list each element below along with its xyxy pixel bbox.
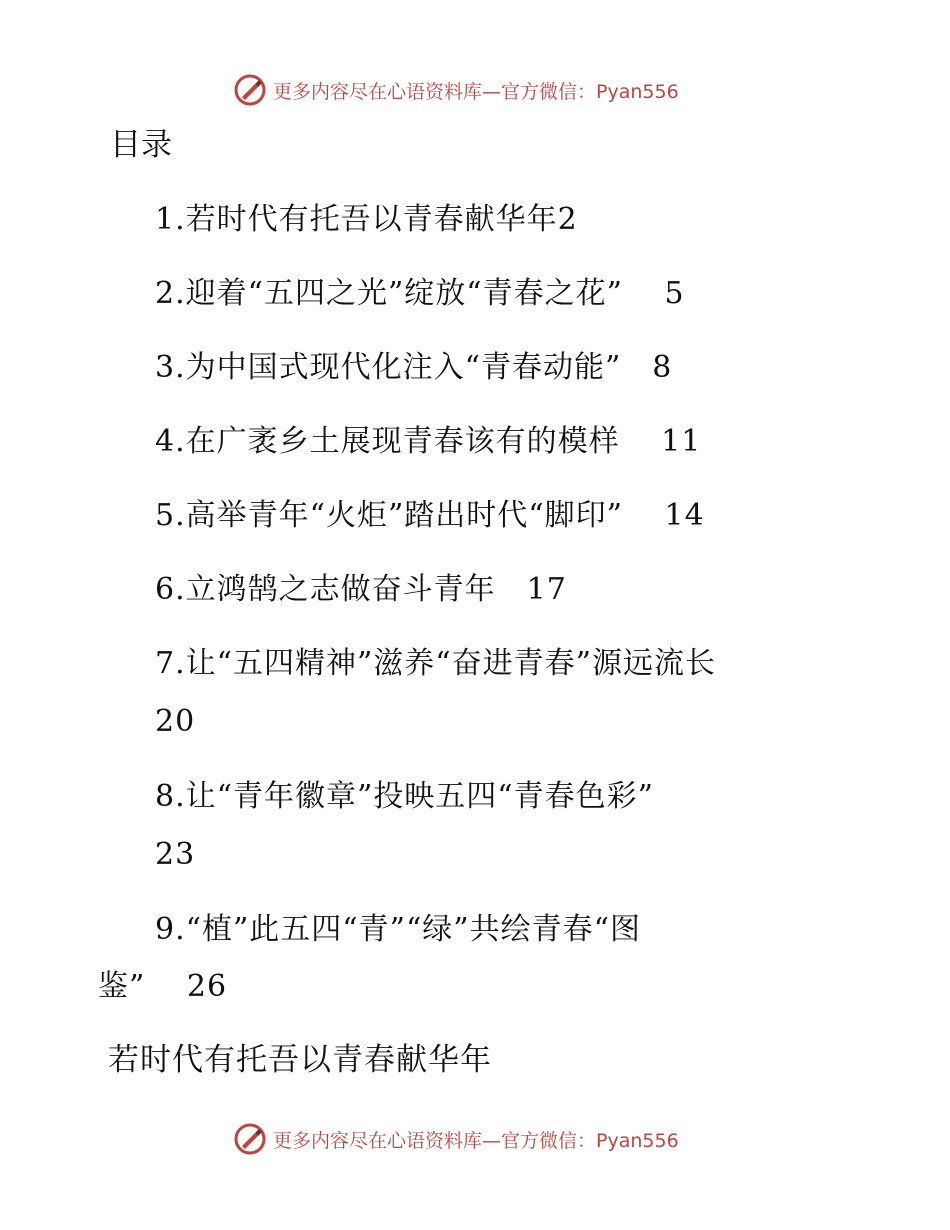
toc-entry-6: 6.立鸿鹄之志做奋斗青年 17 bbox=[155, 572, 567, 607]
pen-circle-logo-icon bbox=[233, 73, 267, 107]
watermark-footer bbox=[233, 1121, 679, 1157]
toc-entry-3: 3.为中国式现代化注入“青春动能” 8 bbox=[155, 350, 673, 385]
toc-entry-2: 2.迎着“五四之光”绽放“青春之花” 5 bbox=[155, 276, 685, 311]
watermark-text: 更多内容尽在心语资料库—官方微信：Pyan556 bbox=[273, 1129, 679, 1152]
toc-entry-7-page: 20 bbox=[155, 704, 196, 739]
toc-entry-8: 8.让“青年徽章”投映五四“青春色彩” bbox=[155, 779, 654, 814]
toc-entry-4: 4.在广袤乡土展现青春该有的模样 11 bbox=[155, 424, 702, 459]
toc-entry-7: 7.让“五四精神”滋养“奋进青春”源远流长 bbox=[155, 646, 716, 681]
watermark-text: 更多内容尽在心语资料库—官方微信：Pyan556 bbox=[273, 80, 679, 103]
toc-entry-9-cont: 鉴” 26 bbox=[98, 969, 228, 1004]
toc-title: 目录 bbox=[110, 127, 172, 163]
toc-entry-9: 9.“植”此五四“青”“绿”共绘青春“图 bbox=[155, 912, 641, 947]
section-heading: 若时代有托吾以青春献华年 bbox=[108, 1042, 492, 1078]
toc-entry-5: 5.高举青年“火炬”踏出时代“脚印” 14 bbox=[155, 498, 705, 533]
watermark-header bbox=[233, 72, 679, 108]
toc-entry-1: 1.若时代有托吾以青春献华年2 bbox=[155, 202, 578, 237]
toc-entry-8-page: 23 bbox=[155, 837, 196, 872]
pen-circle-logo-icon bbox=[233, 1122, 267, 1156]
